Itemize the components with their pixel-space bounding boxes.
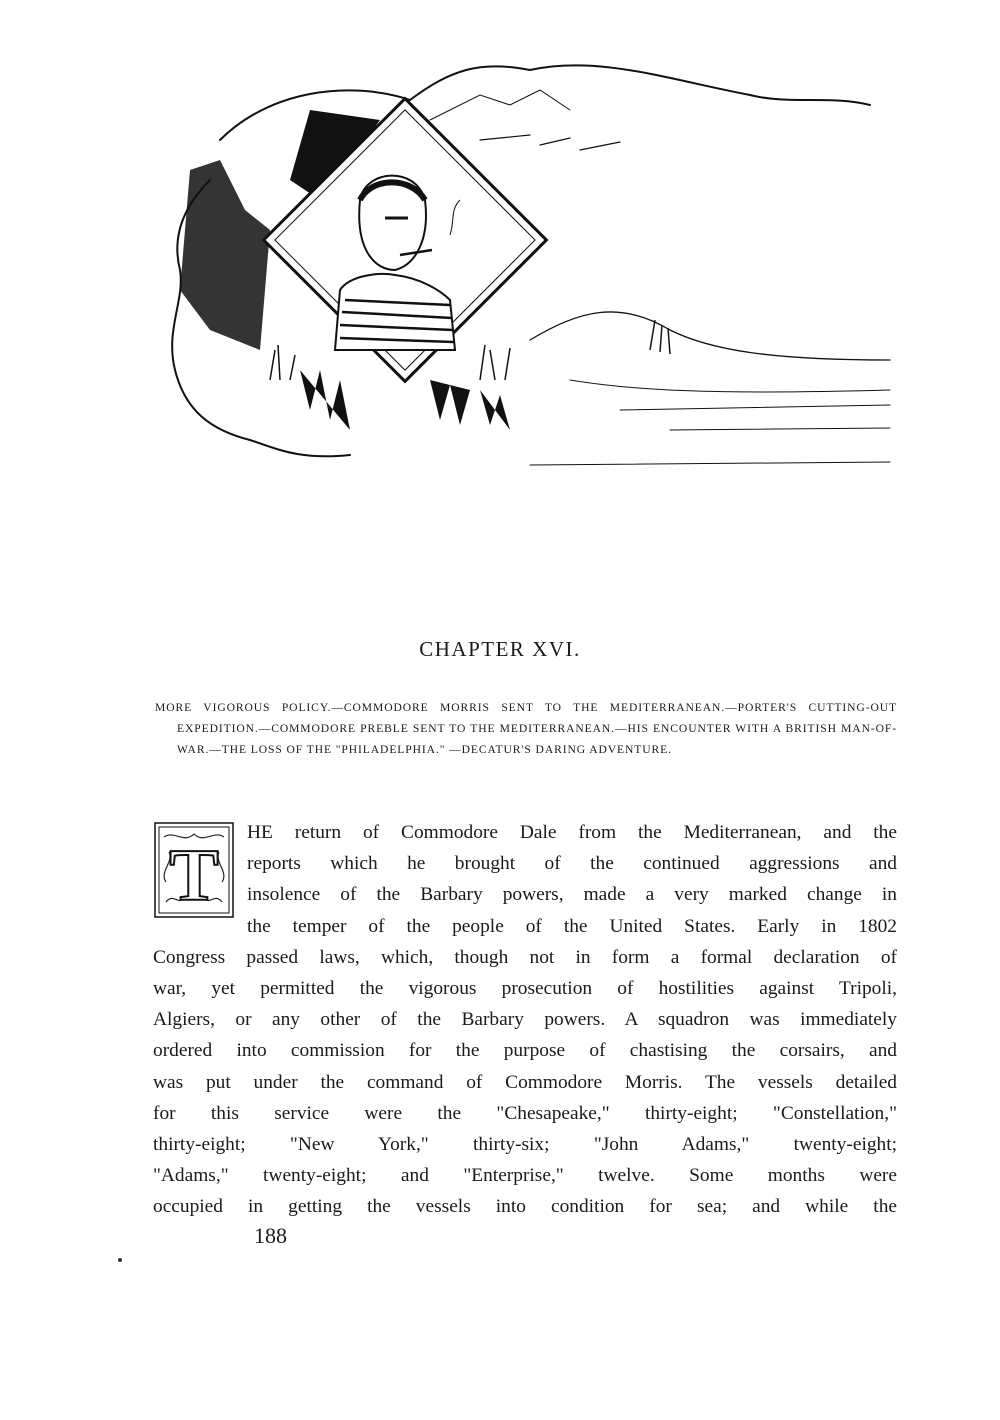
chapter-body xyxy=(153,817,897,1222)
body-line: thirty-eight; "New York," thirty-six; "John Adams," twenty-eight; xyxy=(153,1133,897,1155)
body-line: insolence of the Barbary powers, made a very marked change in xyxy=(247,884,897,906)
body-line: ordered into commission for the purpose of chastising the corsairs, and xyxy=(153,1040,897,1062)
body-line: the temper of the people of the United States. Early in 1802 xyxy=(247,915,897,937)
body-line: for this service were the "Chesapeake," thirty-eight; "Constellation," xyxy=(153,1102,897,1124)
drop-cap-letter: T xyxy=(169,835,219,917)
body-line: Congress passed laws, which, though not in form a formal declaration of xyxy=(153,946,897,968)
body-line: war, yet permitted the vigorous prosecution of hostilities against Tripoli, xyxy=(153,977,897,999)
body-line: occupied in getting the vessels into condition for sea; and while the xyxy=(153,1196,897,1218)
stray-mark xyxy=(118,1258,122,1262)
body-line: was put under the command of Commodore Morris. The vessels detailed xyxy=(153,1071,897,1093)
chapter-header-illustration xyxy=(150,50,900,480)
body-line: HE return of Commodore Dale from the Mediterranean, and the xyxy=(247,822,897,843)
body-line: reports which he brought of the continued aggressions and xyxy=(247,853,897,875)
body-line: Algiers, or any other of the Barbary powers. A squadron was immediately xyxy=(153,1009,897,1031)
body-line: "Adams," twenty-eight; and "Enterprise," twelve. Some months were xyxy=(153,1165,897,1187)
page-number: 188 xyxy=(254,1223,287,1248)
chapter-title: CHAPTER XVI. xyxy=(419,637,581,661)
chapter-summary-text: MORE VIGOROUS POLICY.—COMMODORE MORRIS SENT TO THE MEDITERRANEAN.—PORTER'S CUTTING-OUT EXPEDITION.—COMMODORE PREBLE SENT TO THE MEDITERRANEAN.—HIS ENCOUNTER WITH A BRITISH MAN-OF-WAR.—THE LOSS OF THE "PHILADELPHIA." —DECATUR'S DARING ADVENTURE. xyxy=(155,701,897,757)
chapter-summary xyxy=(155,697,897,761)
